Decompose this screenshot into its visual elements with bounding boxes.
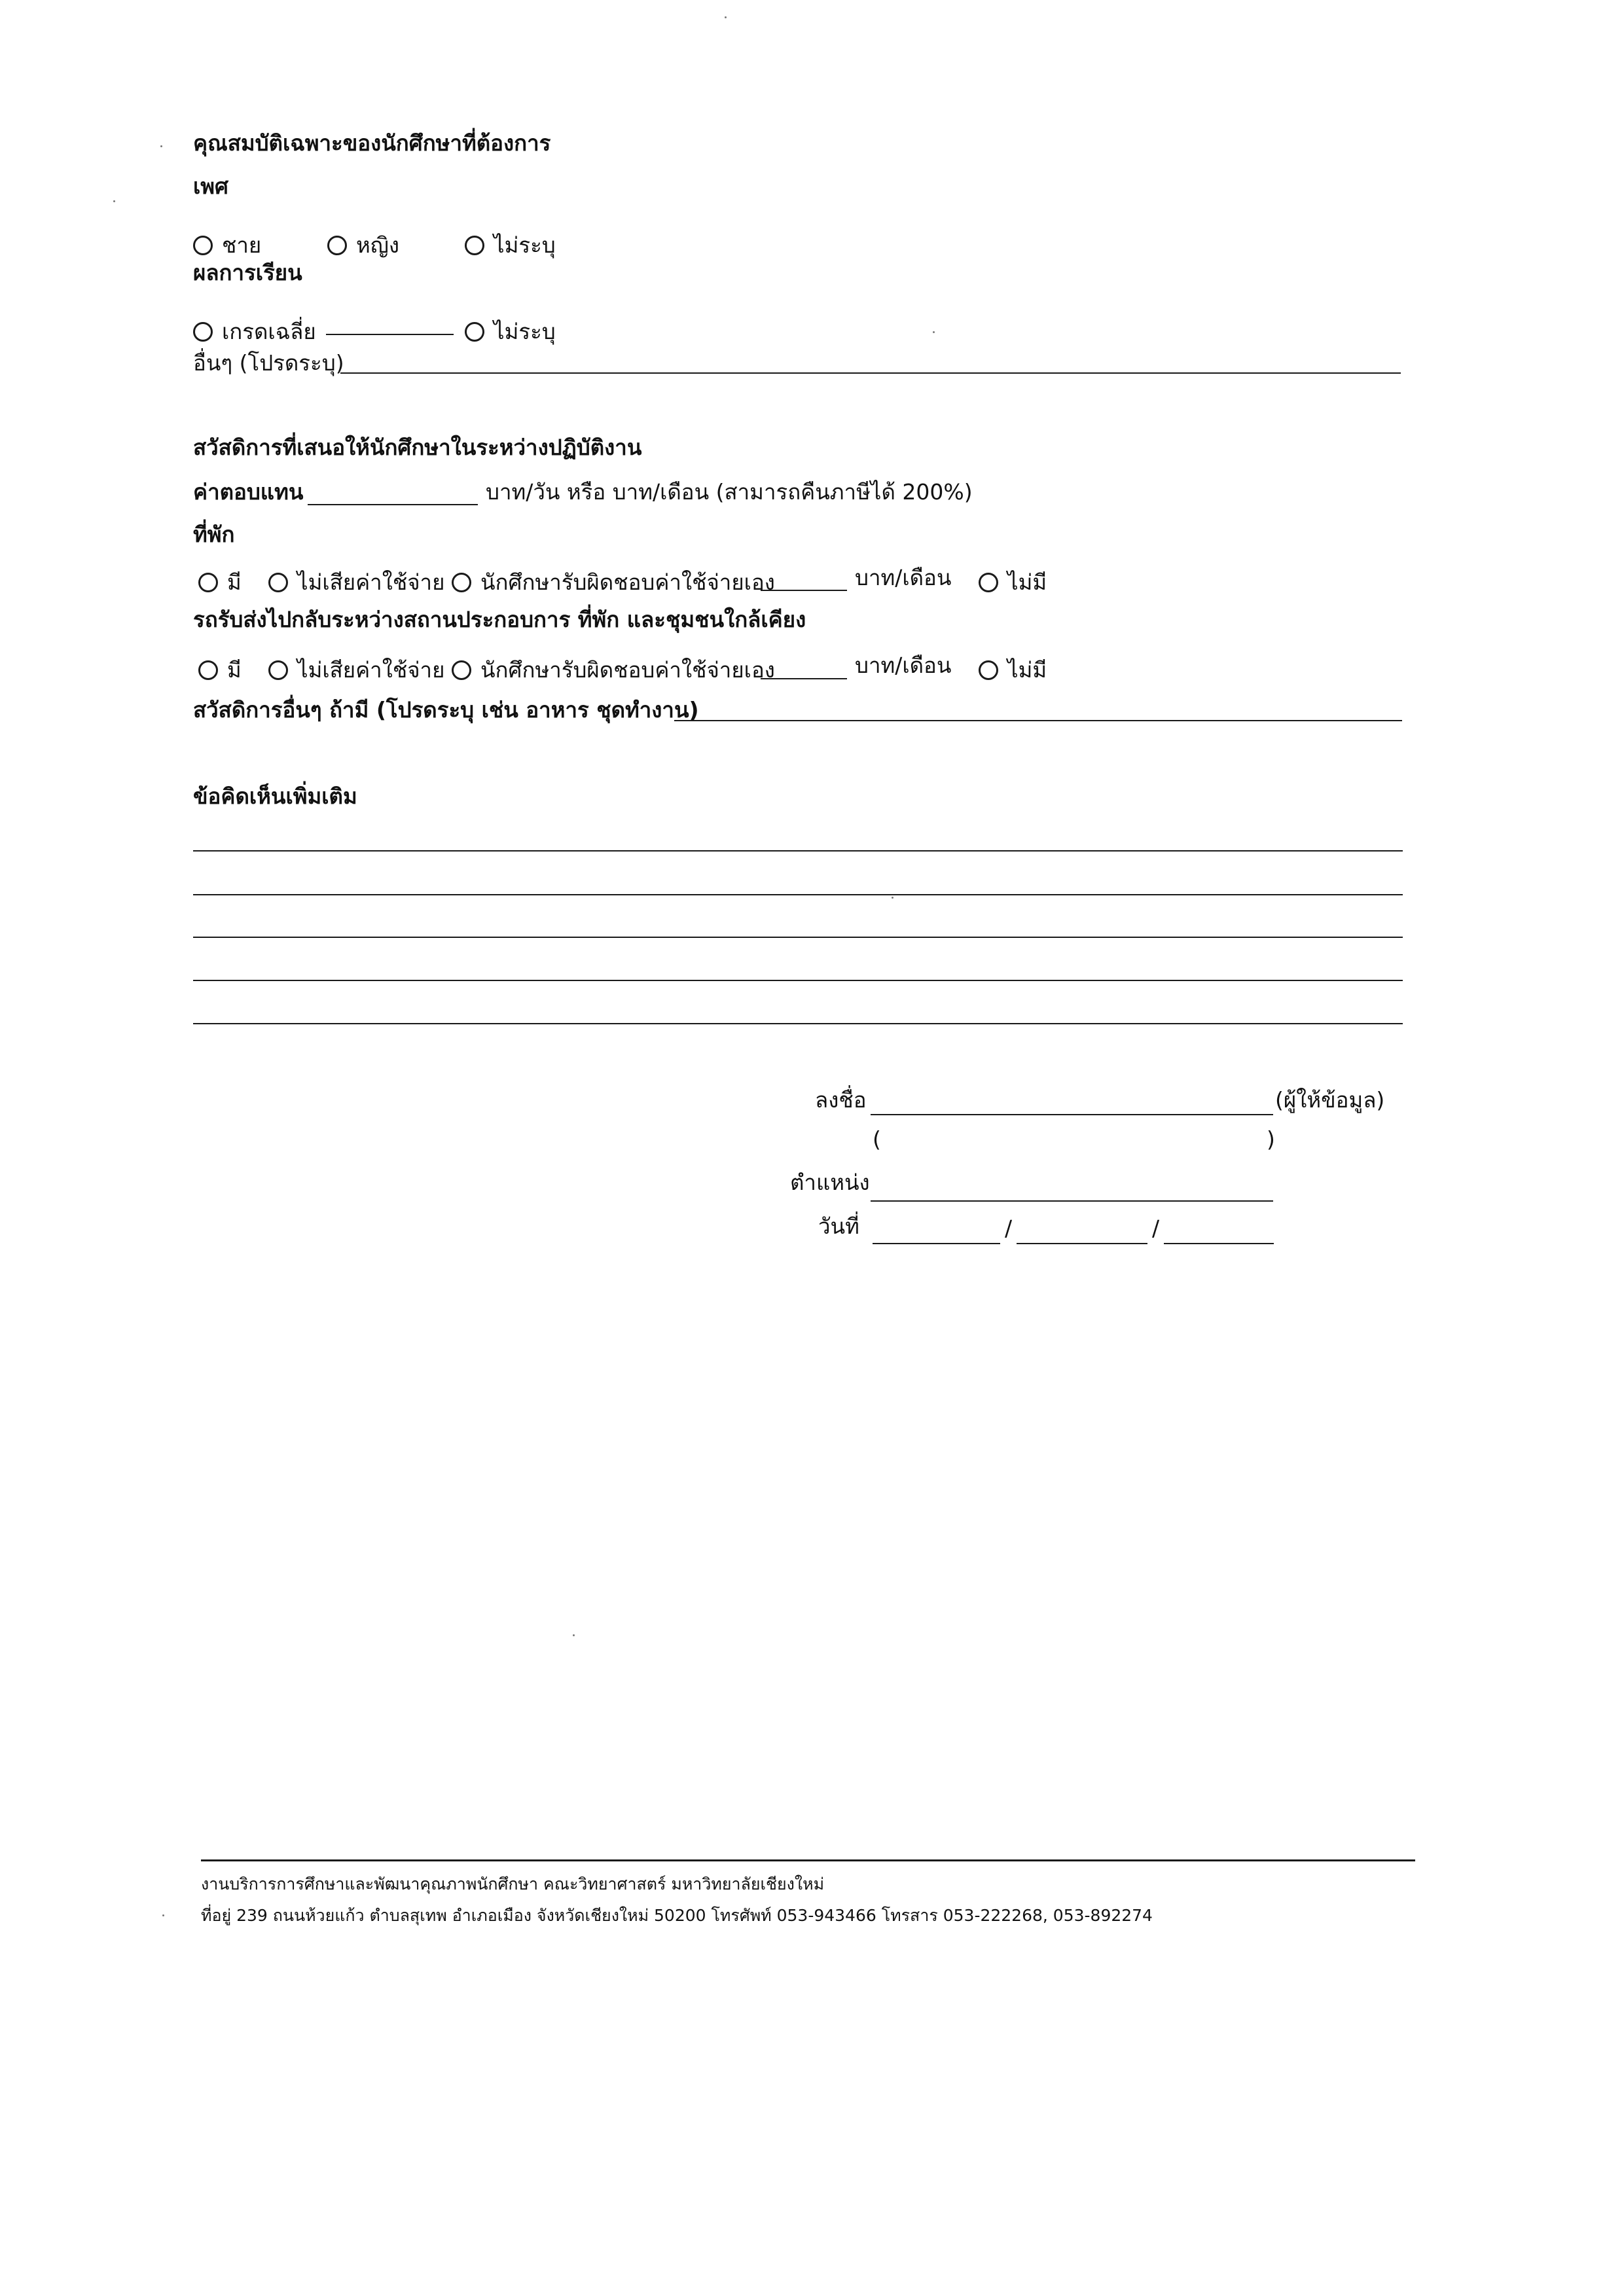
date-month-line[interactable]: [1017, 1243, 1147, 1244]
other-qualification-label: อื่นๆ (โปรดระบุ): [193, 350, 344, 376]
transport-option-none[interactable]: [979, 653, 1047, 687]
transport-label: รถรับส่งไปกลับระหว่างสถานประกอบการ ที่พัก และชุมชนใกล้เคียง: [193, 607, 806, 632]
welfare-title: สวัสดิการที่เสนอให้นักศึกษาในระหว่างปฏิบัติงาน: [193, 435, 642, 460]
grade-label: ผลการเรียน: [193, 260, 302, 285]
grade-option-unspecified[interactable]: [465, 314, 556, 349]
grade-option-gpa[interactable]: [193, 314, 316, 349]
transport-option-free[interactable]: [268, 653, 444, 687]
transport-option-label: ไม่เสียค่าใช้จ่าย: [297, 657, 445, 683]
radio-icon[interactable]: [198, 660, 218, 680]
comment-title: ข้อคิดเห็นเพิ่มเติม: [193, 783, 357, 809]
housing-option-label: ไม่มี: [1007, 569, 1047, 595]
date-slash: /: [1005, 1215, 1013, 1241]
radio-icon[interactable]: [452, 573, 471, 592]
scan-speck: [573, 1634, 575, 1636]
housing-option-label: นักศึกษารับผิดชอบค่าใช้จ่ายเอง: [480, 569, 775, 595]
radio-icon[interactable]: [979, 660, 998, 680]
comment-line[interactable]: [193, 980, 1403, 981]
sign-suffix: (ผู้ให้ข้อมูล): [1275, 1087, 1385, 1113]
radio-icon[interactable]: [198, 573, 218, 592]
comment-line[interactable]: [193, 937, 1403, 938]
scan-speck: [725, 16, 727, 18]
radio-icon[interactable]: [327, 236, 347, 255]
gender-option-label: หญิง: [356, 232, 399, 258]
gender-option-female[interactable]: [327, 228, 399, 262]
sign-label: ลงชื่อ: [815, 1087, 867, 1113]
date-year-line[interactable]: [1164, 1243, 1274, 1244]
other-qualification-line[interactable]: [340, 372, 1401, 374]
qualification-title: คุณสมบัติเฉพาะของนักศึกษาที่ต้องการ: [193, 130, 551, 156]
transport-amount-unit: บาท/เดือน: [855, 653, 952, 678]
compensation-input-line[interactable]: [308, 504, 478, 505]
radio-icon[interactable]: [979, 573, 998, 592]
other-welfare-line[interactable]: [674, 720, 1402, 721]
gender-option-label: ไม่ระบุ: [494, 232, 556, 258]
transport-option-label: นักศึกษารับผิดชอบค่าใช้จ่ายเอง: [480, 657, 775, 683]
transport-option-have[interactable]: [198, 653, 242, 687]
date-day-line[interactable]: [873, 1243, 1000, 1244]
scan-speck: [160, 145, 162, 147]
signature-line[interactable]: [871, 1114, 1273, 1115]
name-paren-close: ): [1267, 1126, 1275, 1152]
gender-option-unspecified[interactable]: [465, 228, 556, 262]
housing-option-self-paid[interactable]: [452, 565, 775, 600]
comment-line[interactable]: [193, 850, 1403, 852]
housing-option-label: ไม่เสียค่าใช้จ่าย: [297, 569, 445, 595]
housing-option-label: มี: [227, 569, 242, 595]
radio-icon[interactable]: [452, 660, 471, 680]
scan-speck: [892, 897, 893, 899]
scan-speck: [113, 200, 115, 202]
housing-amount-unit: บาท/เดือน: [855, 565, 952, 590]
housing-label: ที่พัก: [193, 522, 235, 547]
transport-option-self-paid[interactable]: [452, 653, 775, 687]
footer-office: งานบริการการศึกษาและพัฒนาคุณภาพนักศึกษา คณะวิทยาศาสตร์ มหาวิทยาลัยเชียงใหม่: [201, 1874, 825, 1893]
scan-speck: [162, 1914, 164, 1916]
position-line[interactable]: [871, 1200, 1273, 1202]
housing-option-have[interactable]: [198, 565, 242, 600]
gender-option-label: ชาย: [222, 232, 262, 258]
date-label: วันที่: [818, 1213, 859, 1239]
radio-icon[interactable]: [193, 322, 213, 342]
housing-option-free[interactable]: [268, 565, 444, 600]
gender-label: เพศ: [193, 173, 228, 199]
grade-option-label: ไม่ระบุ: [494, 319, 556, 344]
radio-icon[interactable]: [465, 322, 484, 342]
housing-amount-line[interactable]: [761, 590, 847, 591]
other-welfare-label: สวัสดิการอื่นๆ ถ้ามี (โปรดระบุ เช่น อาหาร ชุดทำงาน): [193, 697, 699, 723]
transport-option-label: ไม่มี: [1007, 657, 1047, 683]
radio-icon[interactable]: [268, 573, 288, 592]
gender-option-male[interactable]: [193, 228, 261, 262]
transport-amount-line[interactable]: [761, 678, 847, 679]
compensation-label: ค่าตอบแทน: [193, 479, 304, 505]
transport-option-label: มี: [227, 657, 242, 683]
scan-speck: [933, 331, 935, 333]
radio-icon[interactable]: [465, 236, 484, 255]
comment-line[interactable]: [193, 1023, 1403, 1024]
name-paren-open: (: [873, 1126, 881, 1152]
footer-address: ที่อยู่ 239 ถนนห้วยแก้ว ตำบลสุเทพ อำเภอเมือง จังหวัดเชียงใหม่ 50200 โทรศัพท์ 053-943466 โทรสาร 053-222268, 053-892274: [201, 1906, 1153, 1925]
position-label: ตำแหน่ง: [790, 1170, 870, 1195]
radio-icon[interactable]: [193, 236, 213, 255]
comment-line[interactable]: [193, 894, 1403, 895]
compensation-suffix: บาท/วัน หรือ บาท/เดือน (สามารถคืนภาษีได้ 200%): [486, 479, 973, 505]
grade-option-label: เกรดเฉลี่ย: [222, 319, 316, 344]
footer-divider: [201, 1859, 1415, 1861]
date-slash: /: [1152, 1215, 1160, 1241]
housing-option-none[interactable]: [979, 565, 1047, 600]
gpa-input-line[interactable]: [326, 334, 454, 335]
radio-icon[interactable]: [268, 660, 288, 680]
